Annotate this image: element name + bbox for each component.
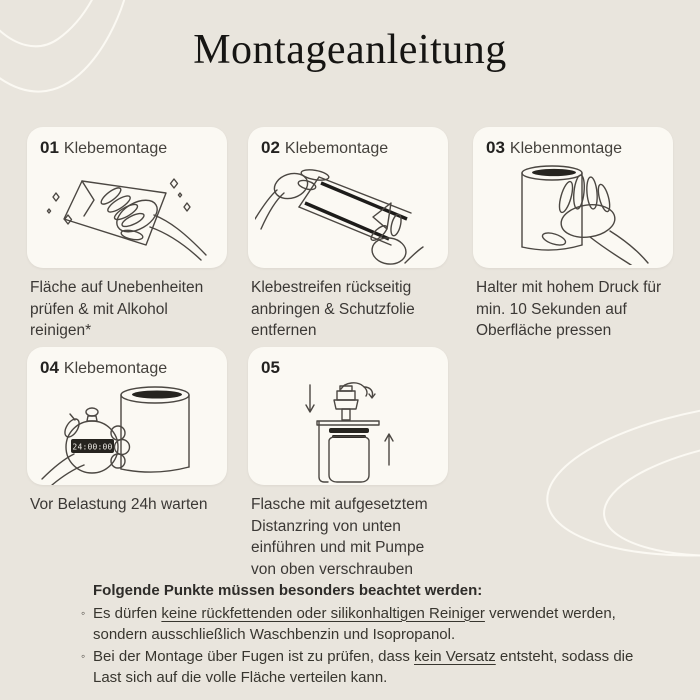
note-text-segment: Es dürfen xyxy=(93,604,162,622)
step-05 xyxy=(248,347,448,581)
step-label: Klebemontage xyxy=(63,360,168,377)
step-01-card xyxy=(27,127,227,268)
note-item xyxy=(81,603,646,646)
step-label: Klebemontage xyxy=(284,140,389,157)
step-03-header xyxy=(486,138,622,158)
step-caption: Flasche mit aufgesetztem Distanzring von unten einführen und mit Pumpe von oben verschrauben xyxy=(251,496,428,579)
step-number: 03 xyxy=(486,138,505,157)
note-text-underlined: kein Versatz xyxy=(414,647,496,665)
step-01-header xyxy=(40,138,167,158)
stopwatch-display: 24:00:00 xyxy=(72,442,113,452)
note-text-segment: Bei der Montage über Fugen ist zu prüfen, dass xyxy=(93,647,415,665)
step-number: 02 xyxy=(261,138,280,157)
step-number: 01 xyxy=(40,138,59,157)
decorative-curves-bottom-right xyxy=(522,393,700,588)
step-caption: Klebestreifen rückseitig anbringen & Schutzfolie entfernen xyxy=(251,279,415,340)
page-title: Montageanleitung xyxy=(193,27,507,73)
notes-heading: Folgende Punkte müssen besonders beachtet werden: xyxy=(93,582,483,599)
step-caption: Halter mit hohem Druck für min. 10 Sekunden auf Oberfläche pressen xyxy=(476,279,662,340)
step-01 xyxy=(27,127,227,342)
step-05-card xyxy=(248,347,448,485)
press-holder-illustration xyxy=(480,157,666,265)
notes-section xyxy=(81,580,646,689)
note-text-underlined: keine rückfettenden oder silikonhaltigen Reiniger xyxy=(161,604,485,622)
step-caption: Vor Belastung 24h warten xyxy=(30,496,208,513)
step-05-header xyxy=(261,358,285,378)
step-02-header xyxy=(261,138,388,158)
step-04 xyxy=(27,347,227,516)
step-03-card xyxy=(473,127,673,268)
step-label: Klebenmontage xyxy=(509,140,623,157)
step-04-header xyxy=(40,358,167,378)
bullet-icon: ◦ xyxy=(81,648,86,663)
step-number: 05 xyxy=(261,358,280,377)
note-text-segment: verwendet werden, sondern ausschließlich Waschbenzin und Isopropanol. xyxy=(93,604,616,643)
apply-adhesive-strips-illustration xyxy=(255,157,441,265)
note-text xyxy=(93,646,641,689)
soap-dispenser-illustration xyxy=(255,377,441,485)
step-caption: Fläche auf Unebenheiten prüfen & mit Alkohol reinigen* xyxy=(30,279,204,340)
step-label: Klebemontage xyxy=(63,140,168,157)
step-number: 04 xyxy=(40,358,59,377)
wipe-surface-illustration xyxy=(34,157,220,265)
stopwatch-illustration xyxy=(34,377,220,485)
note-text-segment: entsteht, sodass die Last sich auf die volle Fläche verteilen kann. xyxy=(93,647,634,686)
step-04-card xyxy=(27,347,227,485)
step-02-card xyxy=(248,127,448,268)
note-text xyxy=(93,603,641,646)
step-03 xyxy=(473,127,673,342)
step-02 xyxy=(248,127,448,342)
bullet-icon: ◦ xyxy=(81,605,86,620)
note-item xyxy=(81,646,646,689)
